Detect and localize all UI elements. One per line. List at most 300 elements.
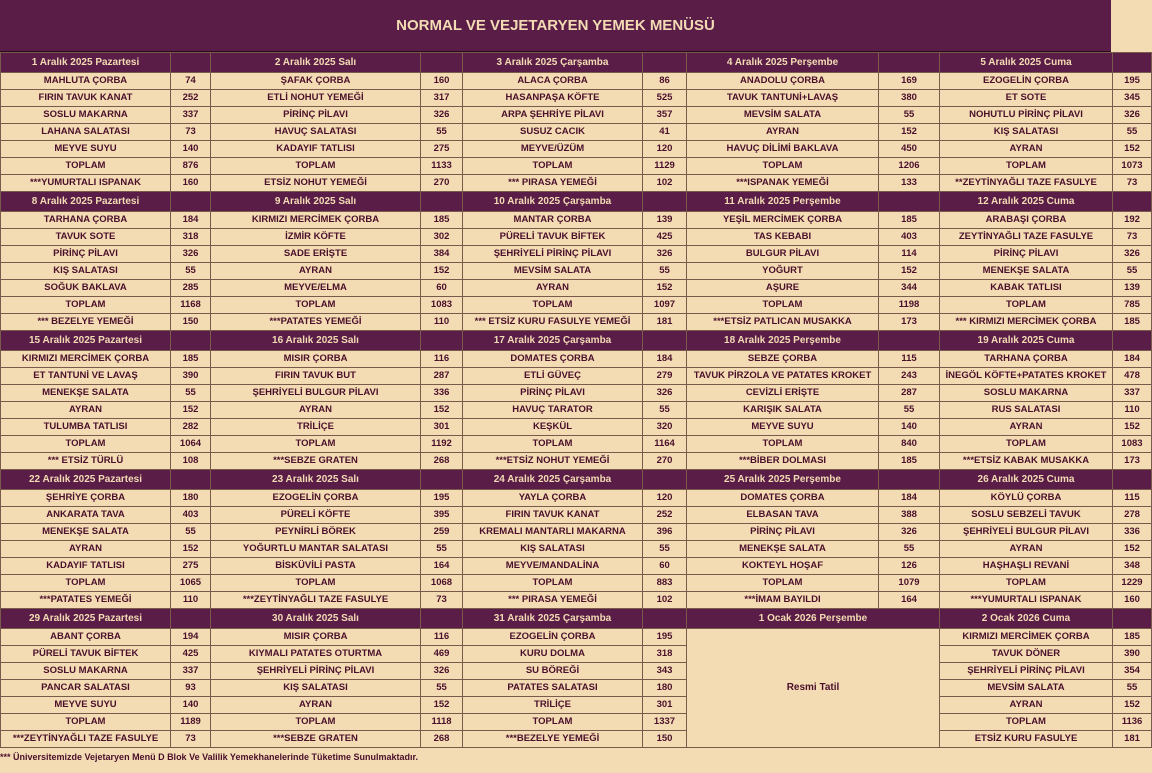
dish-name: ALACA ÇORBA (463, 73, 643, 90)
dish-name: AYRAN (1, 402, 171, 419)
dish-calories: 354 (1113, 663, 1152, 680)
dish-calories: 120 (643, 141, 687, 158)
dish-calories: 357 (643, 107, 687, 124)
dish-name: ***ETSİZ NOHUT YEMEĞİ (463, 453, 643, 470)
menu-table (0, 52, 1152, 748)
dish-calories: 133 (879, 175, 940, 192)
kcal-header-cell (1113, 331, 1152, 351)
dish-name: FIRIN TAVUK KANAT (463, 507, 643, 524)
dish-calories: 173 (879, 314, 940, 331)
menu-row (1, 524, 1152, 541)
dish-calories: 326 (643, 246, 687, 263)
dish-calories: 185 (171, 351, 211, 368)
dish-name: TOPLAM (687, 575, 879, 592)
day-date-header: 25 Aralık 2025 Perşembe (687, 470, 879, 490)
dish-name: SEBZE ÇORBA (687, 351, 879, 368)
dish-name: ANADOLU ÇORBA (687, 73, 879, 90)
dish-calories: 1206 (879, 158, 940, 175)
menu-row (1, 107, 1152, 124)
dish-name: ***SEBZE GRATEN (211, 453, 421, 470)
dish-name: ***PATATES YEMEĞİ (1, 592, 171, 609)
dish-calories: 184 (1113, 351, 1152, 368)
dish-name: PİRİNÇ PİLAVI (1, 246, 171, 263)
dish-calories: 192 (1113, 212, 1152, 229)
dish-calories: 140 (171, 141, 211, 158)
day-date-header: 12 Aralık 2025 Cuma (940, 192, 1113, 212)
dish-name: KIRMIZI MERCİMEK ÇORBA (211, 212, 421, 229)
dish-name: AYRAN (463, 280, 643, 297)
kcal-header-cell (879, 192, 940, 212)
dish-calories: 180 (643, 680, 687, 697)
week-header-row (1, 192, 1152, 212)
dish-calories: 252 (643, 507, 687, 524)
dish-calories: 380 (879, 90, 940, 107)
dish-name: TOPLAM (1, 297, 171, 314)
dish-calories: 116 (421, 629, 463, 646)
dish-name: ŞEHRİYELİ BULGUR PİLAVI (940, 524, 1113, 541)
dish-name: RUS SALATASI (940, 402, 1113, 419)
dish-name: KARIŞIK SALATA (687, 402, 879, 419)
dish-calories: 120 (643, 490, 687, 507)
day-date-header: 3 Aralık 2025 Çarşamba (463, 53, 643, 73)
dish-name: TAVUK TANTUNİ+LAVAŞ (687, 90, 879, 107)
dish-calories: 152 (1113, 419, 1152, 436)
menu-row (1, 229, 1152, 246)
dish-name: HAVUÇ TARATOR (463, 402, 643, 419)
kcal-header-cell (643, 53, 687, 73)
dish-name: KREMALI MANTARLI MAKARNA (463, 524, 643, 541)
dish-calories: 140 (879, 419, 940, 436)
menu-row (1, 558, 1152, 575)
dish-calories: 1136 (1113, 714, 1152, 731)
day-date-header: 8 Aralık 2025 Pazartesi (1, 192, 171, 212)
dish-name: AYRAN (211, 697, 421, 714)
dish-calories: 150 (171, 314, 211, 331)
dish-name: *** PIRASA YEMEĞİ (463, 175, 643, 192)
dish-name: AYRAN (940, 541, 1113, 558)
dish-name: TOPLAM (463, 575, 643, 592)
dish-calories: 74 (171, 73, 211, 90)
dish-name: TAS KEBABI (687, 229, 879, 246)
dish-name: DOMATES ÇORBA (687, 490, 879, 507)
dish-calories: 115 (879, 351, 940, 368)
kcal-header-cell (171, 609, 211, 629)
dish-calories: 110 (421, 314, 463, 331)
dish-calories: 403 (879, 229, 940, 246)
dish-calories: 60 (643, 558, 687, 575)
dish-calories: 1164 (643, 436, 687, 453)
dish-calories: 60 (421, 280, 463, 297)
dish-name: EZOGELİN ÇORBA (211, 490, 421, 507)
dish-calories: 55 (1113, 680, 1152, 697)
dish-name: ŞEHRİYELİ PİRİNÇ PİLAVI (463, 246, 643, 263)
dish-calories: 152 (1113, 697, 1152, 714)
dish-calories: 840 (879, 436, 940, 453)
dish-name: *** ETSİZ KURU FASULYE YEMEĞİ (463, 314, 643, 331)
dish-calories: 278 (1113, 507, 1152, 524)
dish-name: TOPLAM (940, 297, 1113, 314)
dish-calories: 275 (171, 558, 211, 575)
dish-calories: 102 (643, 592, 687, 609)
dish-calories: 317 (421, 90, 463, 107)
dish-name: *** ETSİZ TÜRLÜ (1, 453, 171, 470)
dish-calories: 181 (1113, 731, 1152, 748)
dish-name: TOPLAM (1, 714, 171, 731)
dish-calories: 184 (171, 212, 211, 229)
dish-name: ŞEHRİYELİ PİRİNÇ PİLAVI (940, 663, 1113, 680)
menu-row (1, 436, 1152, 453)
menu-row (1, 141, 1152, 158)
dish-name: NOHUTLU PİRİNÇ PİLAVI (940, 107, 1113, 124)
day-date-header: 2 Ocak 2026 Cuma (940, 609, 1113, 629)
dish-calories: 152 (171, 541, 211, 558)
dish-calories: 185 (1113, 314, 1152, 331)
dish-calories: 55 (171, 385, 211, 402)
kcal-header-cell (421, 331, 463, 351)
dish-name: **ZEYTİNYAĞLI TAZE FASULYE (940, 175, 1113, 192)
dish-name: MEVSİM SALATA (687, 107, 879, 124)
dish-name: MISIR ÇORBA (211, 351, 421, 368)
dish-name: AŞURE (687, 280, 879, 297)
menu-row (1, 453, 1152, 470)
dish-name: PİRİNÇ PİLAVI (463, 385, 643, 402)
dish-calories: 1192 (421, 436, 463, 453)
dish-calories: 287 (421, 368, 463, 385)
dish-calories: 336 (1113, 524, 1152, 541)
week-header-row (1, 470, 1152, 490)
day-date-header: 23 Aralık 2025 Salı (211, 470, 421, 490)
dish-name: SADE ERİŞTE (211, 246, 421, 263)
dish-calories: 403 (171, 507, 211, 524)
week-header-row (1, 53, 1152, 73)
kcal-header-cell (879, 53, 940, 73)
dish-name: KIŞ SALATASI (463, 541, 643, 558)
dish-calories: 1198 (879, 297, 940, 314)
holiday-cell: Resmi Tatil (687, 629, 940, 748)
dish-name: ZEYTİNYAĞLI TAZE FASULYE (940, 229, 1113, 246)
menu-row (1, 175, 1152, 192)
dish-calories: 114 (879, 246, 940, 263)
dish-name: EZOGELİN ÇORBA (940, 73, 1113, 90)
dish-name: MENEKŞE SALATA (687, 541, 879, 558)
day-date-header: 9 Aralık 2025 Salı (211, 192, 421, 212)
menu-row (1, 697, 1152, 714)
day-date-header: 26 Aralık 2025 Cuma (940, 470, 1113, 490)
dish-calories: 55 (879, 107, 940, 124)
dish-calories: 336 (421, 385, 463, 402)
dish-calories: 425 (171, 646, 211, 663)
dish-name: ET TANTUNİ VE LAVAŞ (1, 368, 171, 385)
dish-name: TAVUK DÖNER (940, 646, 1113, 663)
dish-name: YOĞURT (687, 263, 879, 280)
dish-calories: 55 (643, 541, 687, 558)
dish-calories: 326 (879, 524, 940, 541)
day-date-header: 18 Aralık 2025 Perşembe (687, 331, 879, 351)
dish-calories: 396 (643, 524, 687, 541)
dish-calories: 326 (421, 663, 463, 680)
dish-name: TOPLAM (211, 297, 421, 314)
dish-calories: 55 (643, 402, 687, 419)
dish-name: TAVUK SOTE (1, 229, 171, 246)
kcal-header-cell (643, 470, 687, 490)
dish-name: MAHLUTA ÇORBA (1, 73, 171, 90)
dish-name: TOPLAM (211, 575, 421, 592)
dish-calories: 285 (171, 280, 211, 297)
dish-name: TULUMBA TATLISI (1, 419, 171, 436)
dish-name: ELBASAN TAVA (687, 507, 879, 524)
dish-calories: 1133 (421, 158, 463, 175)
menu-row (1, 402, 1152, 419)
kcal-header-cell (1113, 609, 1152, 629)
dish-calories: 152 (421, 263, 463, 280)
dish-name: KIRMIZI MERCİMEK ÇORBA (1, 351, 171, 368)
dish-name: MANTAR ÇORBA (463, 212, 643, 229)
dish-name: PİRİNÇ PİLAVI (211, 107, 421, 124)
dish-name: KIŞ SALATASI (940, 124, 1113, 141)
dish-name: ***ZEYTİNYAĞLI TAZE FASULYE (1, 731, 171, 748)
menu-row (1, 507, 1152, 524)
dish-calories: 337 (171, 107, 211, 124)
dish-calories: 1073 (1113, 158, 1152, 175)
dish-name: TOPLAM (940, 714, 1113, 731)
dish-calories: 185 (1113, 629, 1152, 646)
kcal-header-cell (171, 331, 211, 351)
dish-name: SOSLU MAKARNA (1, 107, 171, 124)
kcal-header-cell (879, 470, 940, 490)
dish-name: BİSKÜVİLİ PASTA (211, 558, 421, 575)
dish-calories: 116 (421, 351, 463, 368)
dish-calories: 173 (1113, 453, 1152, 470)
dish-name: SOSLU MAKARNA (940, 385, 1113, 402)
dish-name: TOPLAM (211, 158, 421, 175)
dish-calories: 326 (1113, 107, 1152, 124)
dish-name: TOPLAM (1, 436, 171, 453)
dish-name: AYRAN (211, 402, 421, 419)
dish-calories: 73 (1113, 229, 1152, 246)
dish-calories: 275 (421, 141, 463, 158)
day-date-header: 16 Aralık 2025 Salı (211, 331, 421, 351)
dish-name: SUSUZ CACIK (463, 124, 643, 141)
dish-name: HAVUÇ SALATASI (211, 124, 421, 141)
dish-name: KOKTEYL HOŞAF (687, 558, 879, 575)
dish-name: PATATES SALATASI (463, 680, 643, 697)
dish-calories: 318 (643, 646, 687, 663)
dish-name: PÜRELİ TAVUK BİFTEK (1, 646, 171, 663)
dish-calories: 243 (879, 368, 940, 385)
dish-calories: 343 (643, 663, 687, 680)
dish-name: KIRMIZI MERCİMEK ÇORBA (940, 629, 1113, 646)
menu-row (1, 314, 1152, 331)
dish-name: ETSİZ KURU FASULYE (940, 731, 1113, 748)
dish-calories: 326 (1113, 246, 1152, 263)
dish-calories: 259 (421, 524, 463, 541)
kcal-header-cell (879, 331, 940, 351)
day-date-header: 30 Aralık 2025 Salı (211, 609, 421, 629)
dish-calories: 185 (421, 212, 463, 229)
dish-calories: 326 (421, 107, 463, 124)
dish-name: *** PIRASA YEMEĞİ (463, 592, 643, 609)
day-date-header: 1 Aralık 2025 Pazartesi (1, 53, 171, 73)
dish-calories: 525 (643, 90, 687, 107)
dish-calories: 268 (421, 731, 463, 748)
dish-calories: 185 (879, 453, 940, 470)
menu-row (1, 351, 1152, 368)
dish-name: ABANT ÇORBA (1, 629, 171, 646)
dish-name: ANKARATA TAVA (1, 507, 171, 524)
dish-calories: 169 (879, 73, 940, 90)
day-date-header: 11 Aralık 2025 Perşembe (687, 192, 879, 212)
dish-calories: 270 (643, 453, 687, 470)
dish-calories: 55 (879, 402, 940, 419)
dish-name: KADAYIF TATLISI (211, 141, 421, 158)
menu-row (1, 90, 1152, 107)
dish-name: İNEGÖL KÖFTE+PATATES KROKET (940, 368, 1113, 385)
menu-row (1, 575, 1152, 592)
dish-calories: 1129 (643, 158, 687, 175)
dish-name: TAVUK PİRZOLA VE PATATES KROKET (687, 368, 879, 385)
dish-calories: 337 (171, 663, 211, 680)
dish-calories: 326 (171, 246, 211, 263)
dish-name: KÖYLÜ ÇORBA (940, 490, 1113, 507)
dish-name: AYRAN (687, 124, 879, 141)
dish-name: *** KIRMIZI MERCİMEK ÇORBA (940, 314, 1113, 331)
dish-name: TOPLAM (211, 436, 421, 453)
dish-calories: 55 (879, 541, 940, 558)
menu-row (1, 714, 1152, 731)
dish-name: TRİLİÇE (463, 697, 643, 714)
day-date-header: 29 Aralık 2025 Pazartesi (1, 609, 171, 629)
dish-calories: 152 (643, 280, 687, 297)
dish-name: YOĞURTLU MANTAR SALATASI (211, 541, 421, 558)
dish-name: TOPLAM (463, 714, 643, 731)
day-date-header: 5 Aralık 2025 Cuma (940, 53, 1113, 73)
dish-name: TOPLAM (1, 575, 171, 592)
dish-name: MEYVE/MANDALİNA (463, 558, 643, 575)
dish-name: AYRAN (940, 141, 1113, 158)
dish-name: ***YUMURTALI ISPANAK (940, 592, 1113, 609)
dish-calories: 384 (421, 246, 463, 263)
dish-calories: 55 (1113, 263, 1152, 280)
day-date-header: 24 Aralık 2025 Çarşamba (463, 470, 643, 490)
dish-name: ŞEHRİYELİ BULGUR PİLAVI (211, 385, 421, 402)
week-header-row (1, 331, 1152, 351)
kcal-header-cell (421, 192, 463, 212)
dish-calories: 1168 (171, 297, 211, 314)
dish-calories: 1064 (171, 436, 211, 453)
dish-name: KIŞ SALATASI (1, 263, 171, 280)
dish-calories: 252 (171, 90, 211, 107)
dish-name: ***BEZELYE YEMEĞİ (463, 731, 643, 748)
dish-calories: 102 (643, 175, 687, 192)
dish-name: SOSLU MAKARNA (1, 663, 171, 680)
menu-row (1, 731, 1152, 748)
dish-calories: 55 (171, 524, 211, 541)
dish-name: TOPLAM (940, 575, 1113, 592)
dish-name: HAVUÇ DİLİMİ BAKLAVA (687, 141, 879, 158)
dish-calories: 348 (1113, 558, 1152, 575)
dish-calories: 181 (643, 314, 687, 331)
dish-calories: 337 (1113, 385, 1152, 402)
dish-name: ŞEHRİYE ÇORBA (1, 490, 171, 507)
dish-calories: 164 (421, 558, 463, 575)
kcal-header-cell (1113, 192, 1152, 212)
dish-calories: 55 (421, 541, 463, 558)
day-date-header: 2 Aralık 2025 Salı (211, 53, 421, 73)
menu-row (1, 73, 1152, 90)
menu-row (1, 368, 1152, 385)
dish-calories: 282 (171, 419, 211, 436)
dish-name: TARHANA ÇORBA (1, 212, 171, 229)
dish-name: ***SEBZE GRATEN (211, 731, 421, 748)
dish-calories: 160 (1113, 592, 1152, 609)
dish-calories: 301 (421, 419, 463, 436)
dish-name: AYRAN (940, 419, 1113, 436)
dish-calories: 73 (171, 731, 211, 748)
dish-name: *** BEZELYE YEMEĞİ (1, 314, 171, 331)
dish-name: MEYVE/ELMA (211, 280, 421, 297)
dish-calories: 160 (421, 73, 463, 90)
dish-name: ***YUMURTALI ISPANAK (1, 175, 171, 192)
dish-calories: 152 (421, 697, 463, 714)
dish-name: ***ETSİZ PATLICAN MUSAKKA (687, 314, 879, 331)
week-header-row (1, 609, 1152, 629)
kcal-header-cell (1113, 470, 1152, 490)
day-date-header: 1 Ocak 2026 Perşembe (687, 609, 940, 629)
dish-calories: 160 (171, 175, 211, 192)
kcal-header-cell (421, 609, 463, 629)
dish-name: PİRİNÇ PİLAVI (940, 246, 1113, 263)
dish-calories: 115 (1113, 490, 1152, 507)
dish-name: MEVSİM SALATA (463, 263, 643, 280)
dish-calories: 1065 (171, 575, 211, 592)
dish-calories: 73 (171, 124, 211, 141)
dish-calories: 180 (171, 490, 211, 507)
dish-name: TOPLAM (463, 436, 643, 453)
kcal-header-cell (643, 192, 687, 212)
dish-name: TOPLAM (211, 714, 421, 731)
dish-calories: 425 (643, 229, 687, 246)
dish-name: ŞEHRİYELİ PİRİNÇ PİLAVI (211, 663, 421, 680)
dish-calories: 876 (171, 158, 211, 175)
day-date-header: 19 Aralık 2025 Cuma (940, 331, 1113, 351)
dish-calories: 450 (879, 141, 940, 158)
day-date-header: 17 Aralık 2025 Çarşamba (463, 331, 643, 351)
dish-name: MENEKŞE SALATA (1, 524, 171, 541)
menu-row (1, 158, 1152, 175)
dish-calories: 110 (171, 592, 211, 609)
dish-name: PÜRELİ TAVUK BİFTEK (463, 229, 643, 246)
menu-row (1, 541, 1152, 558)
dish-name: KEŞKÜL (463, 419, 643, 436)
dish-name: MENEKŞE SALATA (940, 263, 1113, 280)
dish-calories: 73 (421, 592, 463, 609)
day-date-header: 31 Aralık 2025 Çarşamba (463, 609, 643, 629)
dish-name: SOĞUK BAKLAVA (1, 280, 171, 297)
menu-row (1, 663, 1152, 680)
dish-calories: 395 (421, 507, 463, 524)
menu-row (1, 490, 1152, 507)
dish-calories: 344 (879, 280, 940, 297)
dish-name: FIRIN TAVUK BUT (211, 368, 421, 385)
dish-calories: 150 (643, 731, 687, 748)
dish-name: ETSİZ NOHUT YEMEĞİ (211, 175, 421, 192)
dish-calories: 287 (879, 385, 940, 402)
dish-name: TOPLAM (687, 436, 879, 453)
dish-calories: 1083 (1113, 436, 1152, 453)
dish-name: FIRIN TAVUK KANAT (1, 90, 171, 107)
dish-name: TOPLAM (687, 158, 879, 175)
dish-calories: 478 (1113, 368, 1152, 385)
